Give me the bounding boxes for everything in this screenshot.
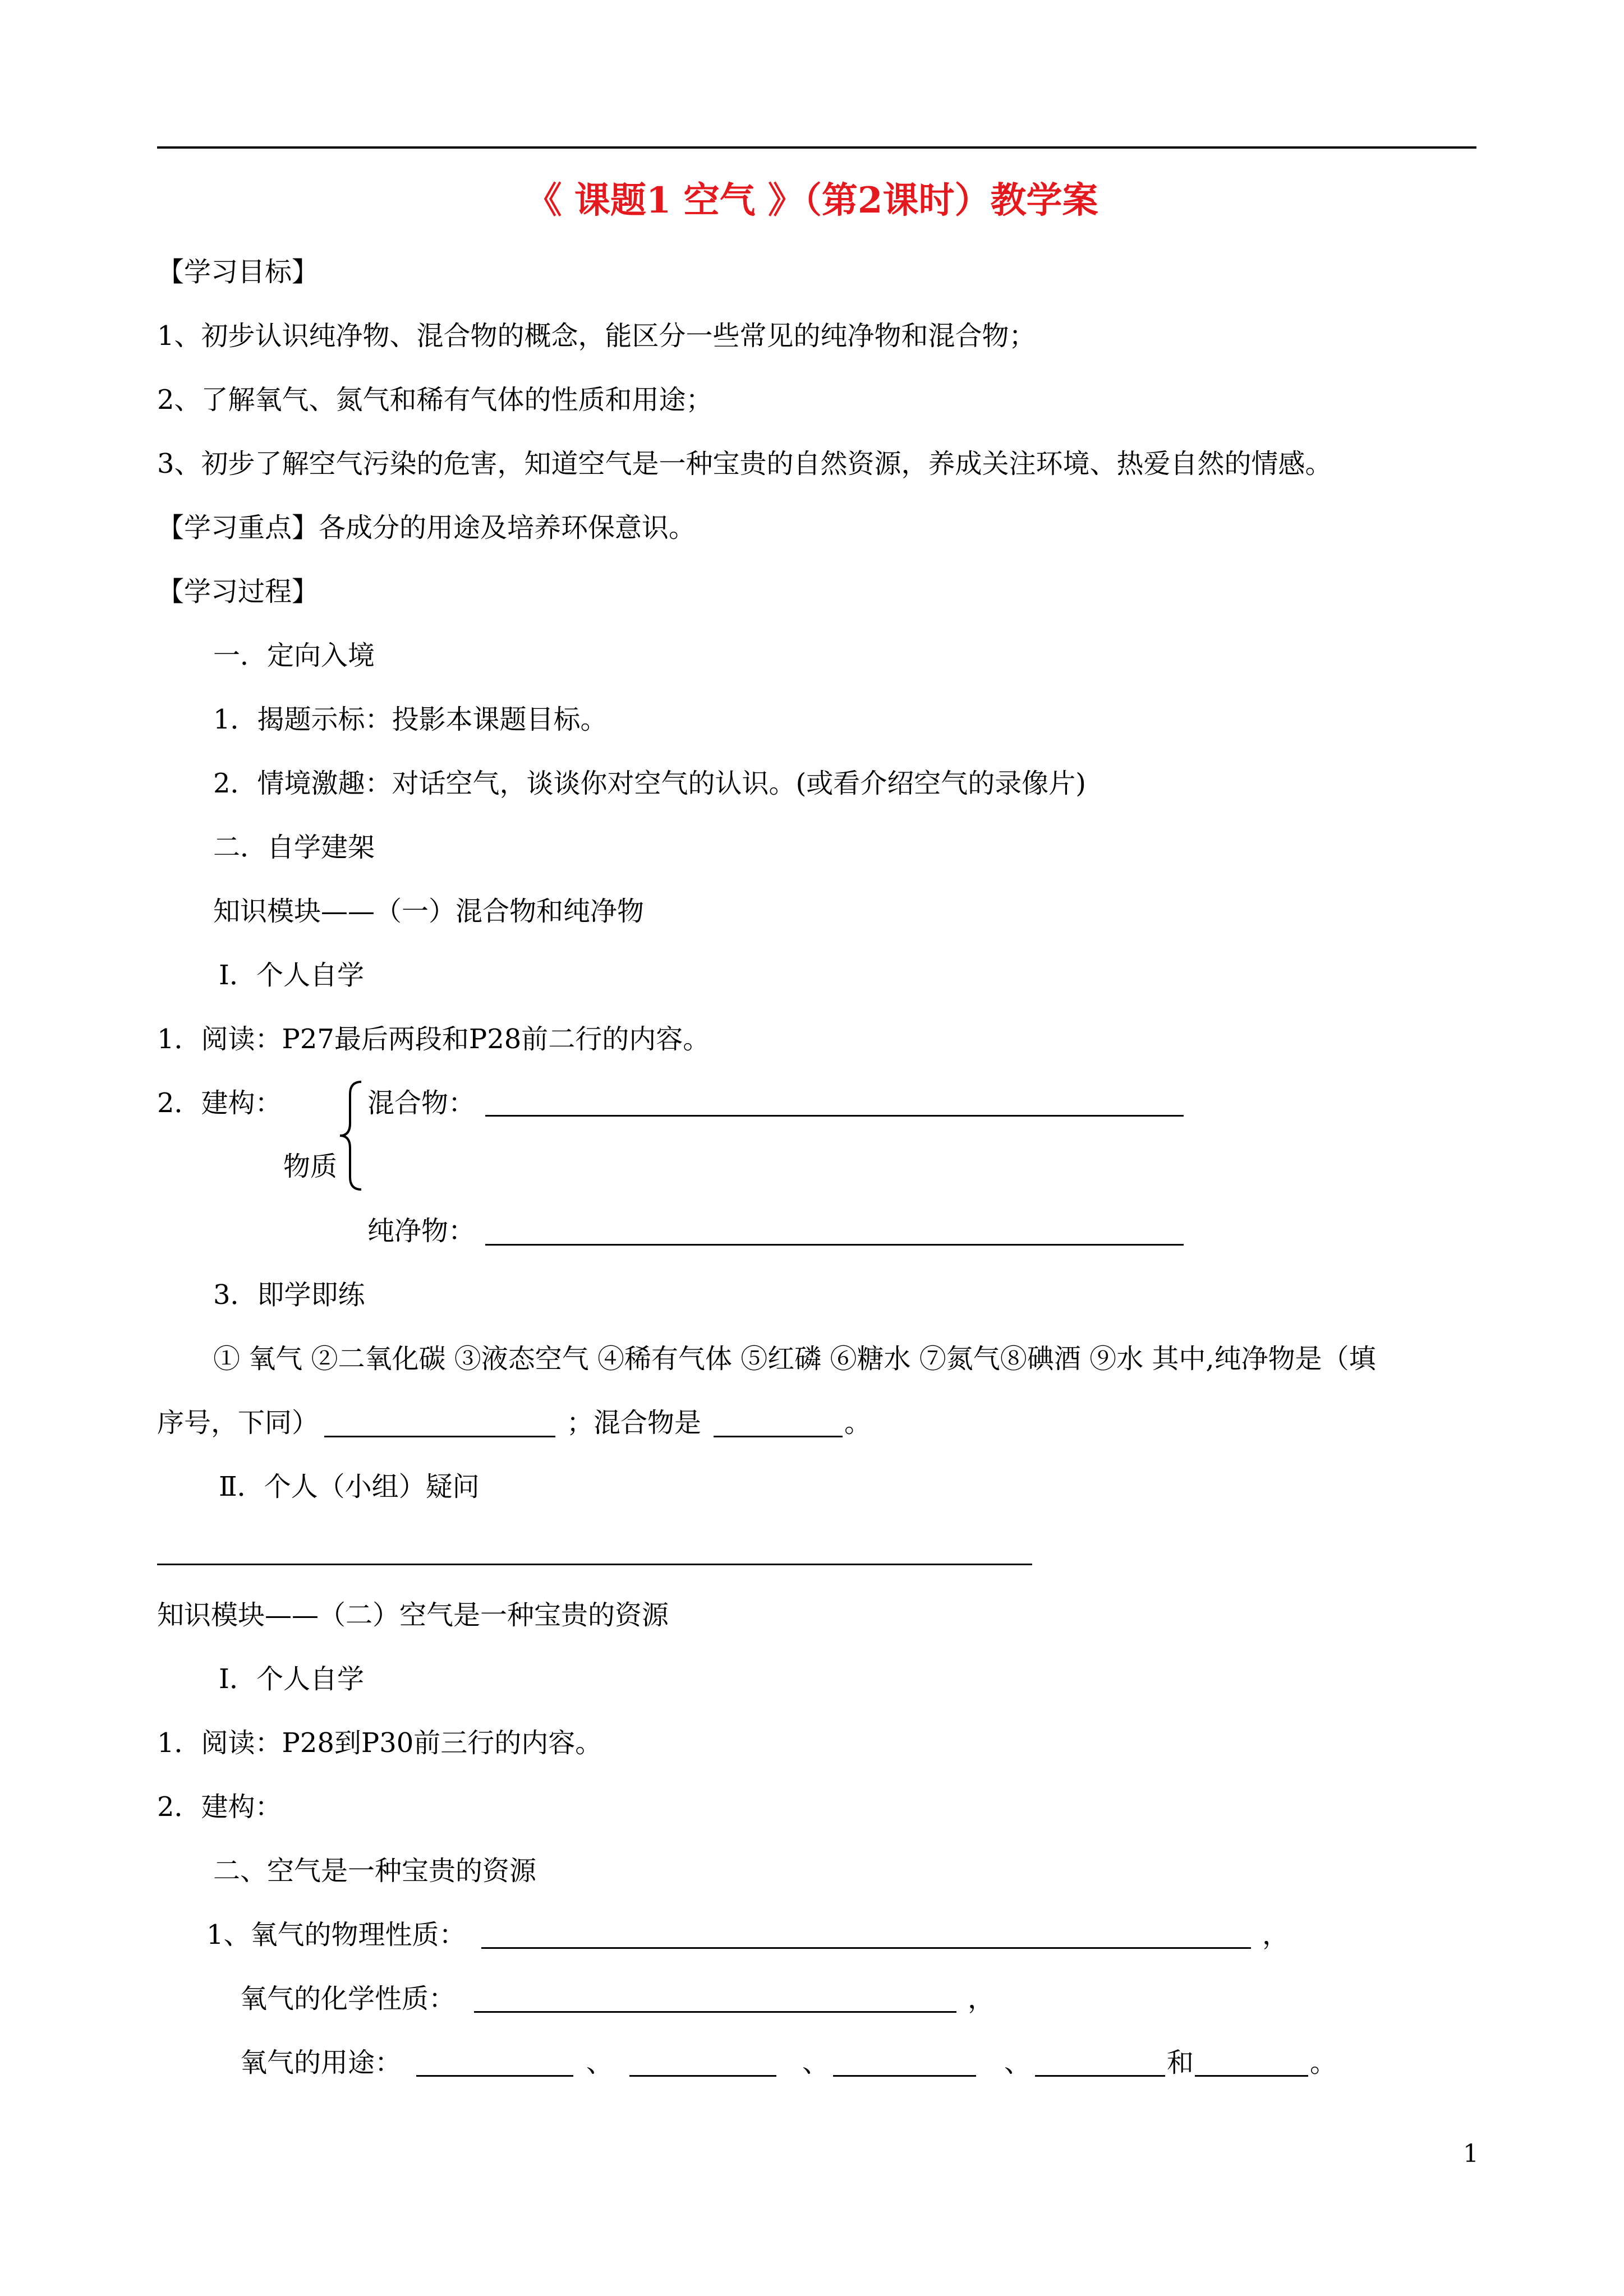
- pure-substance-blank[interactable]: [485, 1244, 1184, 1246]
- separator: 、: [586, 2047, 614, 2078]
- oxygen-use-blank-3[interactable]: [833, 2075, 976, 2077]
- key-point: 【学习重点】各成分的用途及培养环保意识。: [157, 512, 696, 543]
- separator: 、: [1004, 2047, 1032, 2078]
- mixture-blank[interactable]: [485, 1115, 1184, 1117]
- matter-label: 物质: [283, 1151, 338, 1182]
- section-2-title: 二．自学建架: [213, 832, 375, 863]
- module-2-reading: 1．阅读：P28到P30前三行的内容。: [157, 1727, 602, 1759]
- questions-blank[interactable]: [157, 1564, 1032, 1565]
- oxygen-chemical-blank[interactable]: [474, 2011, 956, 2013]
- module-1-self-study: Ⅰ．个人自学: [219, 960, 364, 991]
- oxygen-use-blank-5[interactable]: [1195, 2075, 1308, 2077]
- comma: ，: [968, 1983, 995, 2014]
- oxygen-uses-label: 氧气的用途：: [240, 2047, 402, 2078]
- page-title: 《 课题1 空气 》（第2课时）教学案: [526, 179, 1098, 222]
- oxygen-use-blank-4[interactable]: [1035, 2075, 1165, 2077]
- process-heading: 【学习过程】: [157, 576, 319, 607]
- mixture-answer-label: ；混合物是: [567, 1407, 702, 1439]
- mixture-label: 混合物：: [367, 1087, 476, 1119]
- module-1-questions: Ⅱ．个人（小组）疑问: [219, 1471, 480, 1502]
- comma: ，: [1262, 1919, 1290, 1951]
- objective-item: 3、初步了解空气污染的危害，知道空气是一种宝贵的自然资源，养成关注环境、热爱自然的情感。: [157, 448, 1332, 480]
- section-1-title: 一．定向入境: [213, 640, 375, 671]
- module-1-reading: 1．阅读：P27最后两段和P28前二行的内容。: [157, 1023, 710, 1055]
- oxygen-use-blank-1[interactable]: [416, 2075, 573, 2077]
- and-word: 和: [1167, 2047, 1194, 2078]
- module-2-build-label: 2．建构：: [157, 1791, 282, 1823]
- header-rule: [157, 146, 1476, 149]
- oxygen-physical-blank[interactable]: [481, 1947, 1251, 1949]
- module-2-self-study: Ⅰ．个人自学: [219, 1663, 364, 1695]
- mixture-answer-blank[interactable]: [714, 1436, 843, 1437]
- pure-answer-blank[interactable]: [324, 1436, 555, 1437]
- pure-substance-label: 纯净物：: [367, 1215, 476, 1247]
- section-1-item: 1．揭题示标：投影本课题目标。: [213, 704, 608, 735]
- final-period: 。: [1310, 2047, 1337, 2078]
- module-2-section-title: 二、空气是一种宝贵的资源: [213, 1855, 537, 1887]
- page-number: 1: [1463, 2140, 1479, 2168]
- practice-question: ① 氧气 ②二氧化碳 ③液态空气 ④稀有气体 ⑤红磷 ⑥糖水 ⑦氮气⑧碘酒 ⑨水 其中,纯净物是（填: [213, 1343, 1376, 1375]
- practice-period: 。: [844, 1407, 872, 1439]
- module-1-build-label: 2．建构：: [157, 1087, 282, 1119]
- objectives-heading: 【学习目标】: [157, 256, 319, 288]
- section-1-item: 2．情境激趣：对话空气，谈谈你对空气的认识。(或看介绍空气的录像片): [213, 768, 1086, 799]
- practice-title: 3．即学即练: [213, 1279, 365, 1311]
- objective-item: 2、了解氧气、氮气和稀有气体的性质和用途；: [157, 384, 713, 416]
- separator: 、: [802, 2047, 830, 2078]
- practice-question-cont: 序号，下同）: [157, 1407, 319, 1439]
- brace-icon: [337, 1080, 365, 1192]
- module-1-title: 知识模块——（一）混合物和纯净物: [213, 896, 645, 927]
- module-2-title: 知识模块——（二）空气是一种宝贵的资源: [157, 1599, 669, 1631]
- oxygen-physical-label: 1、氧气的物理性质：: [206, 1919, 466, 1951]
- oxygen-use-blank-2[interactable]: [629, 2075, 776, 2077]
- oxygen-chemical-label: 氧气的化学性质：: [240, 1983, 456, 2014]
- objective-item: 1、初步认识纯净物、混合物的概念，能区分一些常见的纯净物和混合物；: [157, 320, 1036, 352]
